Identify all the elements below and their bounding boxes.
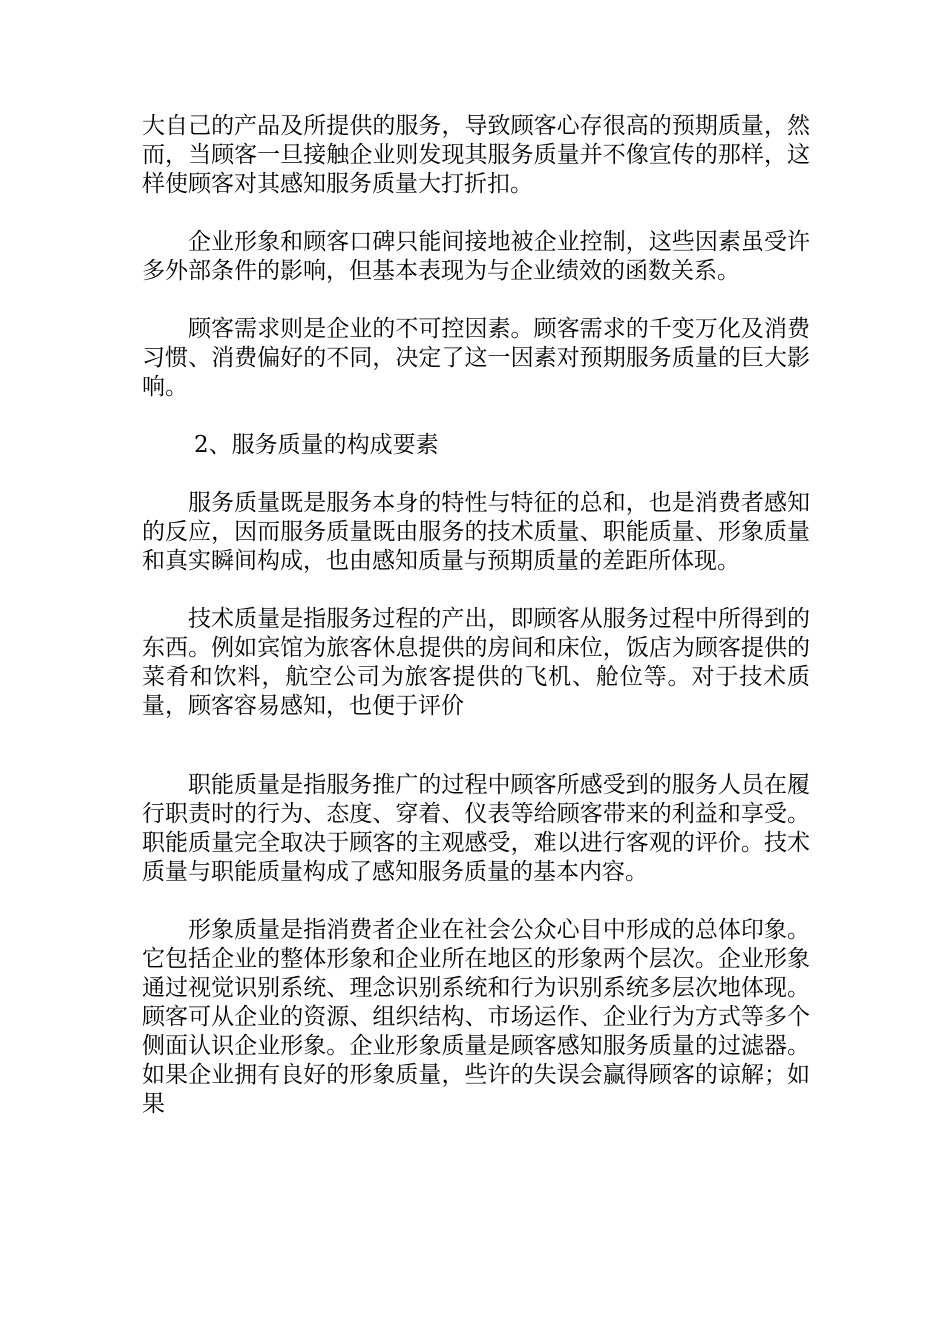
paragraph-image-quality: 形象质量是指消费者企业在社会公众心目中形成的总体印象。它包括企业的整体形象和企业所在地区的形象两个层次。企业形象通过视觉识别系统、理念识别系统和行为识别系统多层次地体现。顾客可从企业的资源、组织结构、市场运作、企业行为方式等多个侧面认识企业形象。企业形象质量是顾客感知服务质量的过滤器。如果企业拥有良好的形象质量，些许的失误会赢得顾客的谅解；如果 bbox=[142, 917, 810, 1117]
paragraph-customer-demand: 顾客需求则是企业的不可控因素。顾客需求的千变万化及消费习惯、消费偏好的不同，决定了这一因素对预期服务质量的巨大影响。 bbox=[142, 316, 810, 400]
section-heading: 2、服务质量的构成要素 bbox=[194, 432, 439, 458]
paragraph-service-quality-composition: 服务质量既是服务本身的特性与特征的总和，也是消费者感知的反应，因而服务质量既由服务的技术质量、职能质量、形象质量和真实瞬间构成，也由感知质量与预期质量的差距所体现。 bbox=[142, 490, 810, 574]
paragraph-functional-quality: 职能质量是指服务推广的过程中顾客所感受到的服务人员在履行职责时的行为、态度、穿着、仪表等给顾客带来的利益和享受。职能质量完全取决于顾客的主观感受，难以进行客观的评价。技术质量与职能质量构成了感知服务质量的基本内容。 bbox=[142, 772, 810, 885]
document-body bbox=[142, 112, 810, 1148]
paragraph-technical-quality: 技术质量是指服务过程的产出，即顾客从服务过程中所得到的东西。例如宾馆为旅客休息提供的房间和床位，饭店为顾客提供的菜肴和饮料，航空公司为旅客提供的飞机、舱位等。对于技术质量，顾客容易感知，也便于评价 bbox=[142, 606, 810, 719]
paragraph-image-word-of-mouth: 企业形象和顾客口碑只能间接地被企业控制，这些因素虽受许多外部条件的影响，但基本表现为与企业绩效的函数关系。 bbox=[142, 229, 810, 284]
paragraph-continuation: 大自己的产品及所提供的服务，导致顾客心存很高的预期质量，然而，当顾客一旦接触企业则发现其服务质量并不像宣传的那样，这样使顾客对其感知服务质量大打折扣。 bbox=[142, 113, 810, 197]
